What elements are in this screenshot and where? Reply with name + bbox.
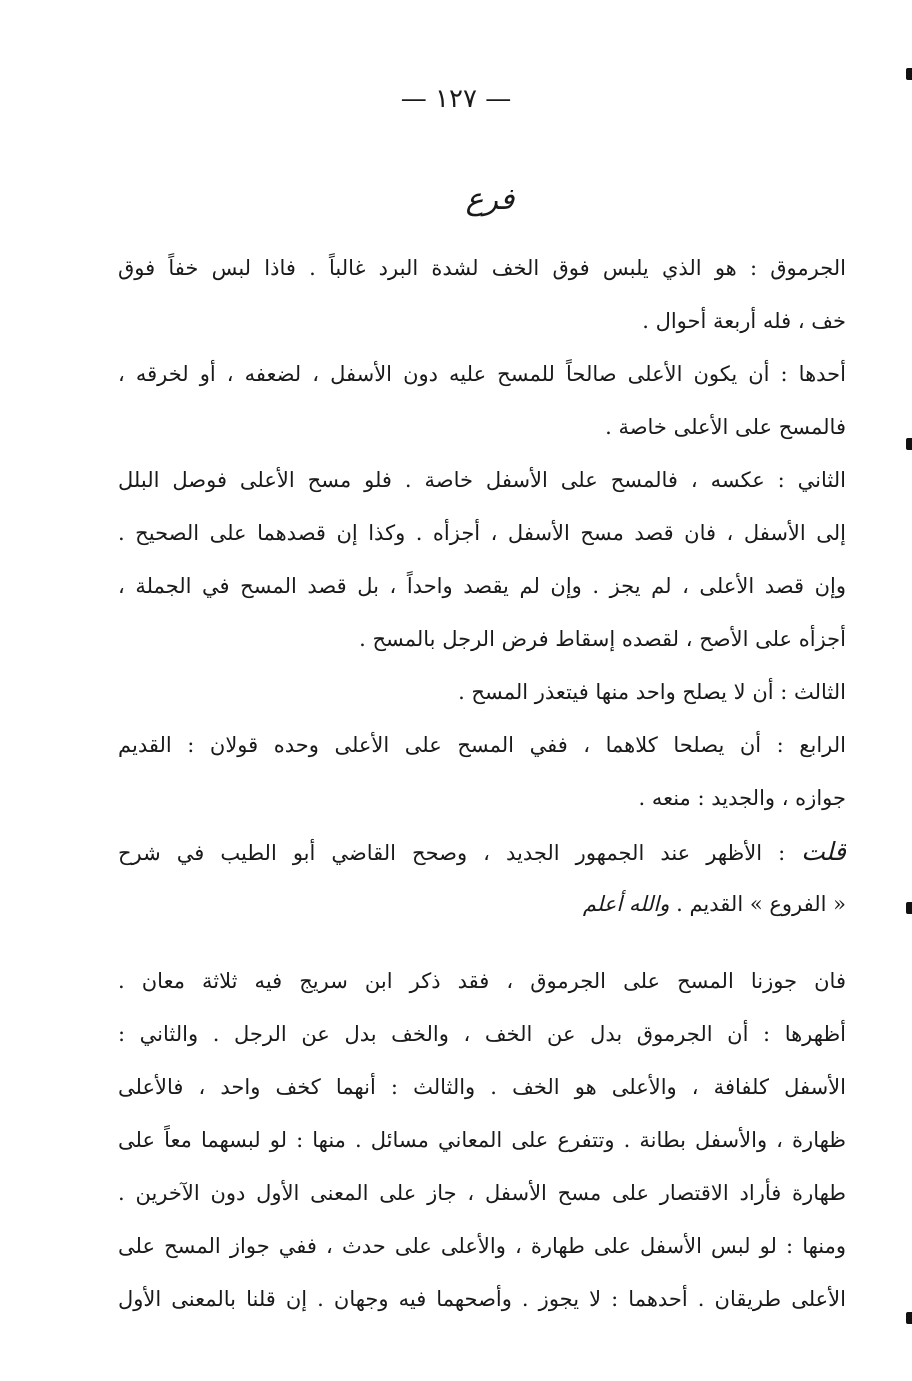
text-line: الثالث : أن لا يصلح واحد منها فيتعذر المسح . <box>458 680 846 704</box>
note-text: : الأظهر عند الجمهور الجديد ، وصحح القاضي أبو الطيب في شرح <box>118 841 786 865</box>
section-heading: فرع <box>465 182 515 217</box>
text-line: أظهرها : أن الجرموق بدل عن الخف ، والخف بدل عن الرجل . والثاني : <box>118 1022 846 1046</box>
text-line: إلى الأسفل ، فان قصد مسح الأسفل ، أجزأه . وكذا إن قصدهما على الصحيح . <box>118 521 846 545</box>
edge-mark <box>906 902 912 914</box>
text-line: جوازه ، والجديد : منعه . <box>638 786 846 810</box>
text-line: الثاني : عكسه ، فالمسح على الأسفل خاصة . فلو مسح الأعلى فوصل البلل <box>118 468 846 492</box>
closing-phrase: والله أعلم <box>582 892 670 916</box>
page-number: — ١٢٧ — <box>400 84 512 114</box>
note-label: قلت <box>801 837 846 866</box>
edge-mark <box>906 1312 912 1324</box>
edge-mark <box>906 68 912 80</box>
text-line: ومنها : لو لبس الأسفل على طهارة ، والأعلى على حدث ، ففي جواز المسح على <box>118 1234 846 1258</box>
text-line: فان جوزنا المسح على الجرموق ، فقد ذكر ابن سريج فيه ثلاثة معان . <box>118 969 846 993</box>
text-line: طهارة فأراد الاقتصار على مسح الأسفل ، جاز على المعنى الأول دون الآخرين . <box>118 1181 846 1205</box>
text-line: الأعلى طريقان . أحدهما : لا يجوز . وأصحهما فيه وجهان . إن قلنا بالمعنى الأول <box>118 1287 846 1311</box>
text-line: ظهارة ، والأسفل بطانة . وتتفرع على المعاني مسائل . منها : لو لبسهما معاً على <box>118 1128 846 1152</box>
text-line: أجزأه على الأصح ، لقصده إسقاط فرض الرجل بالمسح . <box>359 627 846 651</box>
body-text <box>118 242 846 1326</box>
text-line: الأسفل كلفافة ، والأعلى هو الخف . والثالث : أنهما كخف واحد ، فالأعلى <box>118 1075 846 1099</box>
note-text: « الفروع » القديم . <box>676 892 846 916</box>
text-line: خف ، فله أربعة أحوال . <box>642 309 846 333</box>
text-line: فالمسح على الأعلى خاصة . <box>605 415 846 439</box>
text-line: الرابع : أن يصلحا كلاهما ، ففي المسح على الأعلى وحده قولان : القديم <box>118 733 846 757</box>
note-line <box>118 825 846 878</box>
text-line: وإن قصد الأعلى ، لم يجز . وإن لم يقصد واحداً ، بل قصد المسح في الجملة ، <box>118 574 846 598</box>
text-line: الجرموق : هو الذي يلبس فوق الخف لشدة البرد غالباً . فاذا لبس خفاً فوق <box>118 256 846 280</box>
edge-mark <box>906 438 912 450</box>
text-line: أحدها : أن يكون الأعلى صالحاً للمسح عليه دون الأسفل ، لضعفه ، أو لخرقه ، <box>118 362 846 386</box>
note-line <box>118 878 846 931</box>
